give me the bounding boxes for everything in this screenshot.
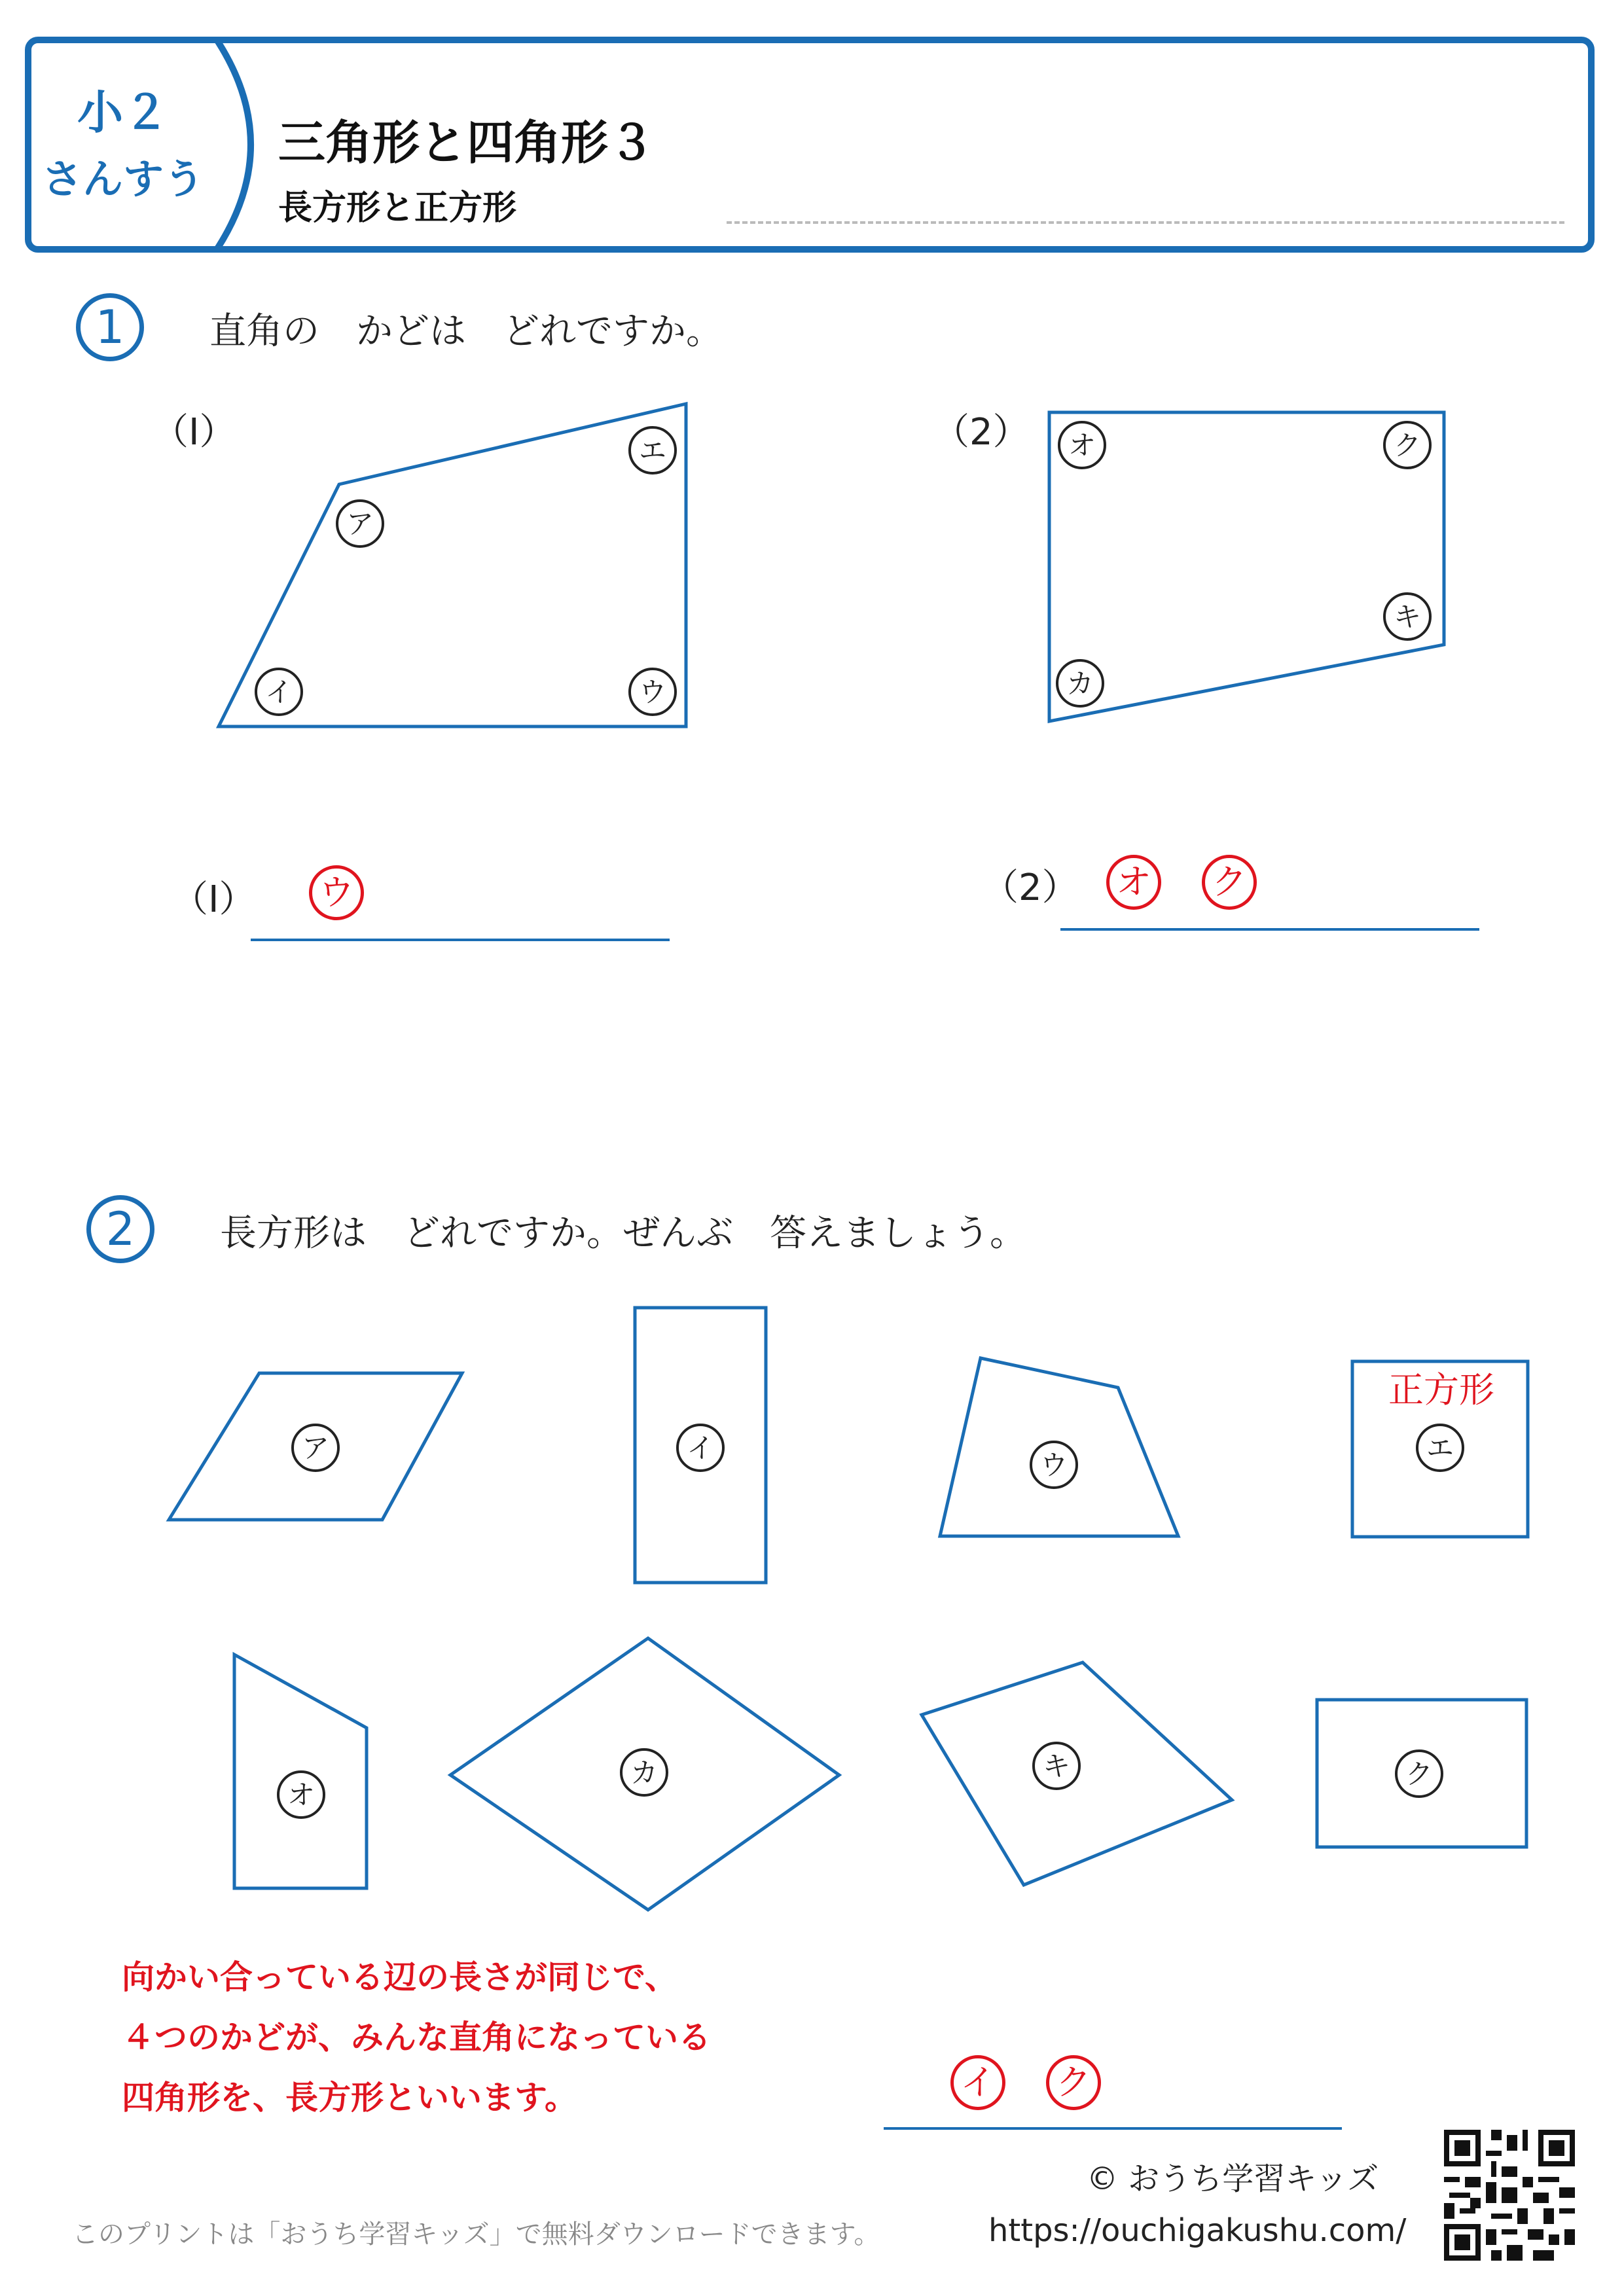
answer-q2 — [950, 2055, 1127, 2110]
answer-2-choice-2: ク — [1202, 855, 1257, 910]
grade-label: 小２ — [77, 86, 169, 139]
figure-2-label: （2） — [933, 411, 1030, 454]
shape-e-mark-text: エ — [1426, 1432, 1454, 1464]
mark-ka-text: カ — [1066, 668, 1094, 700]
shape-o-mark-text: オ — [287, 1779, 316, 1811]
answer-q2-choice-1: イ — [950, 2055, 1005, 2110]
mark-a-icon — [337, 501, 383, 547]
question-1-figures — [0, 0, 1624, 785]
shape-ka-mark-text: カ — [630, 1757, 659, 1789]
definition-line-2: ４つのかどが、みんな直角になっている — [122, 2018, 711, 2056]
answer-q2-line — [884, 2127, 1342, 2130]
shape-e-mark-icon — [1417, 1425, 1463, 1471]
qr-code-icon — [1444, 2130, 1575, 2261]
shape-o-mark-icon — [278, 1772, 324, 1818]
shape-u-mark-text: ウ — [1039, 1449, 1068, 1481]
shape-ki-mark-icon — [1034, 1743, 1079, 1789]
mark-u-text: ウ — [638, 676, 667, 708]
definition-line-3: 四角形を、長方形といいます。 — [122, 2079, 577, 2117]
mark-i-text: イ — [264, 676, 293, 708]
shape-u-mark-icon — [1031, 1442, 1077, 1488]
mark-ki-icon — [1384, 594, 1430, 639]
answer-1-line — [251, 939, 670, 941]
question-1-prompt: 直角の かどは どれですか。 — [209, 310, 723, 353]
figure-2-quadrilateral — [1049, 412, 1444, 721]
shape-ki-mark-text: キ — [1042, 1750, 1071, 1782]
mark-ka-icon — [1057, 660, 1103, 706]
shape-ka-mark-icon — [621, 1749, 667, 1795]
shape-ku-mark-icon — [1396, 1751, 1442, 1797]
mark-ku-icon — [1384, 422, 1430, 468]
answer-1-choice: ウ — [309, 865, 364, 920]
worksheet-subtitle: 長方形と正方形 — [278, 188, 517, 228]
question-2-prompt: 長方形は どれですか。ぜんぶ 答えましょう。 — [220, 1212, 1026, 1255]
definition-line-1: 向かい合っている辺の長さが同じで、 — [122, 1958, 677, 1996]
shape-i-mark-icon — [677, 1425, 723, 1471]
mark-ku-text: ク — [1393, 429, 1422, 461]
answer-q2-choice-2: ク — [1046, 2055, 1101, 2110]
answer-1-label: （Ⅰ） — [171, 878, 256, 921]
mark-ki-text: キ — [1393, 601, 1422, 633]
answer-1 — [309, 865, 390, 920]
mark-a-text: ア — [346, 508, 374, 540]
square-note: 正方形 — [1388, 1369, 1494, 1410]
question-2-figures — [0, 1276, 1624, 1944]
answer-2 — [1106, 855, 1283, 910]
answer-2-label: （2） — [982, 867, 1079, 909]
mark-u-icon — [630, 669, 676, 715]
mark-o-icon — [1059, 422, 1105, 468]
figure-1-label: （Ⅰ） — [152, 411, 236, 454]
shape-ku-mark-text: ク — [1405, 1758, 1434, 1790]
mark-i-icon — [256, 669, 302, 715]
question-1-number: 1 — [76, 293, 144, 361]
copyright: © おうち学習キッズ — [1087, 2161, 1379, 2197]
mark-e-text: エ — [638, 435, 667, 467]
answer-2-choice-1: オ — [1106, 855, 1161, 910]
shape-u — [940, 1358, 1178, 1536]
site-url[interactable]: https://ouchigakushu.com/ — [988, 2212, 1407, 2249]
shape-a-mark-icon — [293, 1425, 338, 1471]
shape-i-mark-text: イ — [686, 1432, 715, 1464]
mark-e-icon — [630, 427, 676, 473]
subject-label: さんすう — [41, 155, 204, 203]
answer-2-line — [1060, 928, 1479, 931]
worksheet-title: 三角形と四角形３ — [278, 115, 656, 170]
rectangle-definition — [122, 1947, 711, 2128]
download-note: このプリントは「おうち学習キッズ」で無料ダウンロードできます。 — [72, 2219, 880, 2250]
question-2-number: 2 — [86, 1195, 154, 1263]
mark-o-text: オ — [1068, 429, 1096, 461]
shape-a-mark-text: ア — [301, 1432, 330, 1464]
